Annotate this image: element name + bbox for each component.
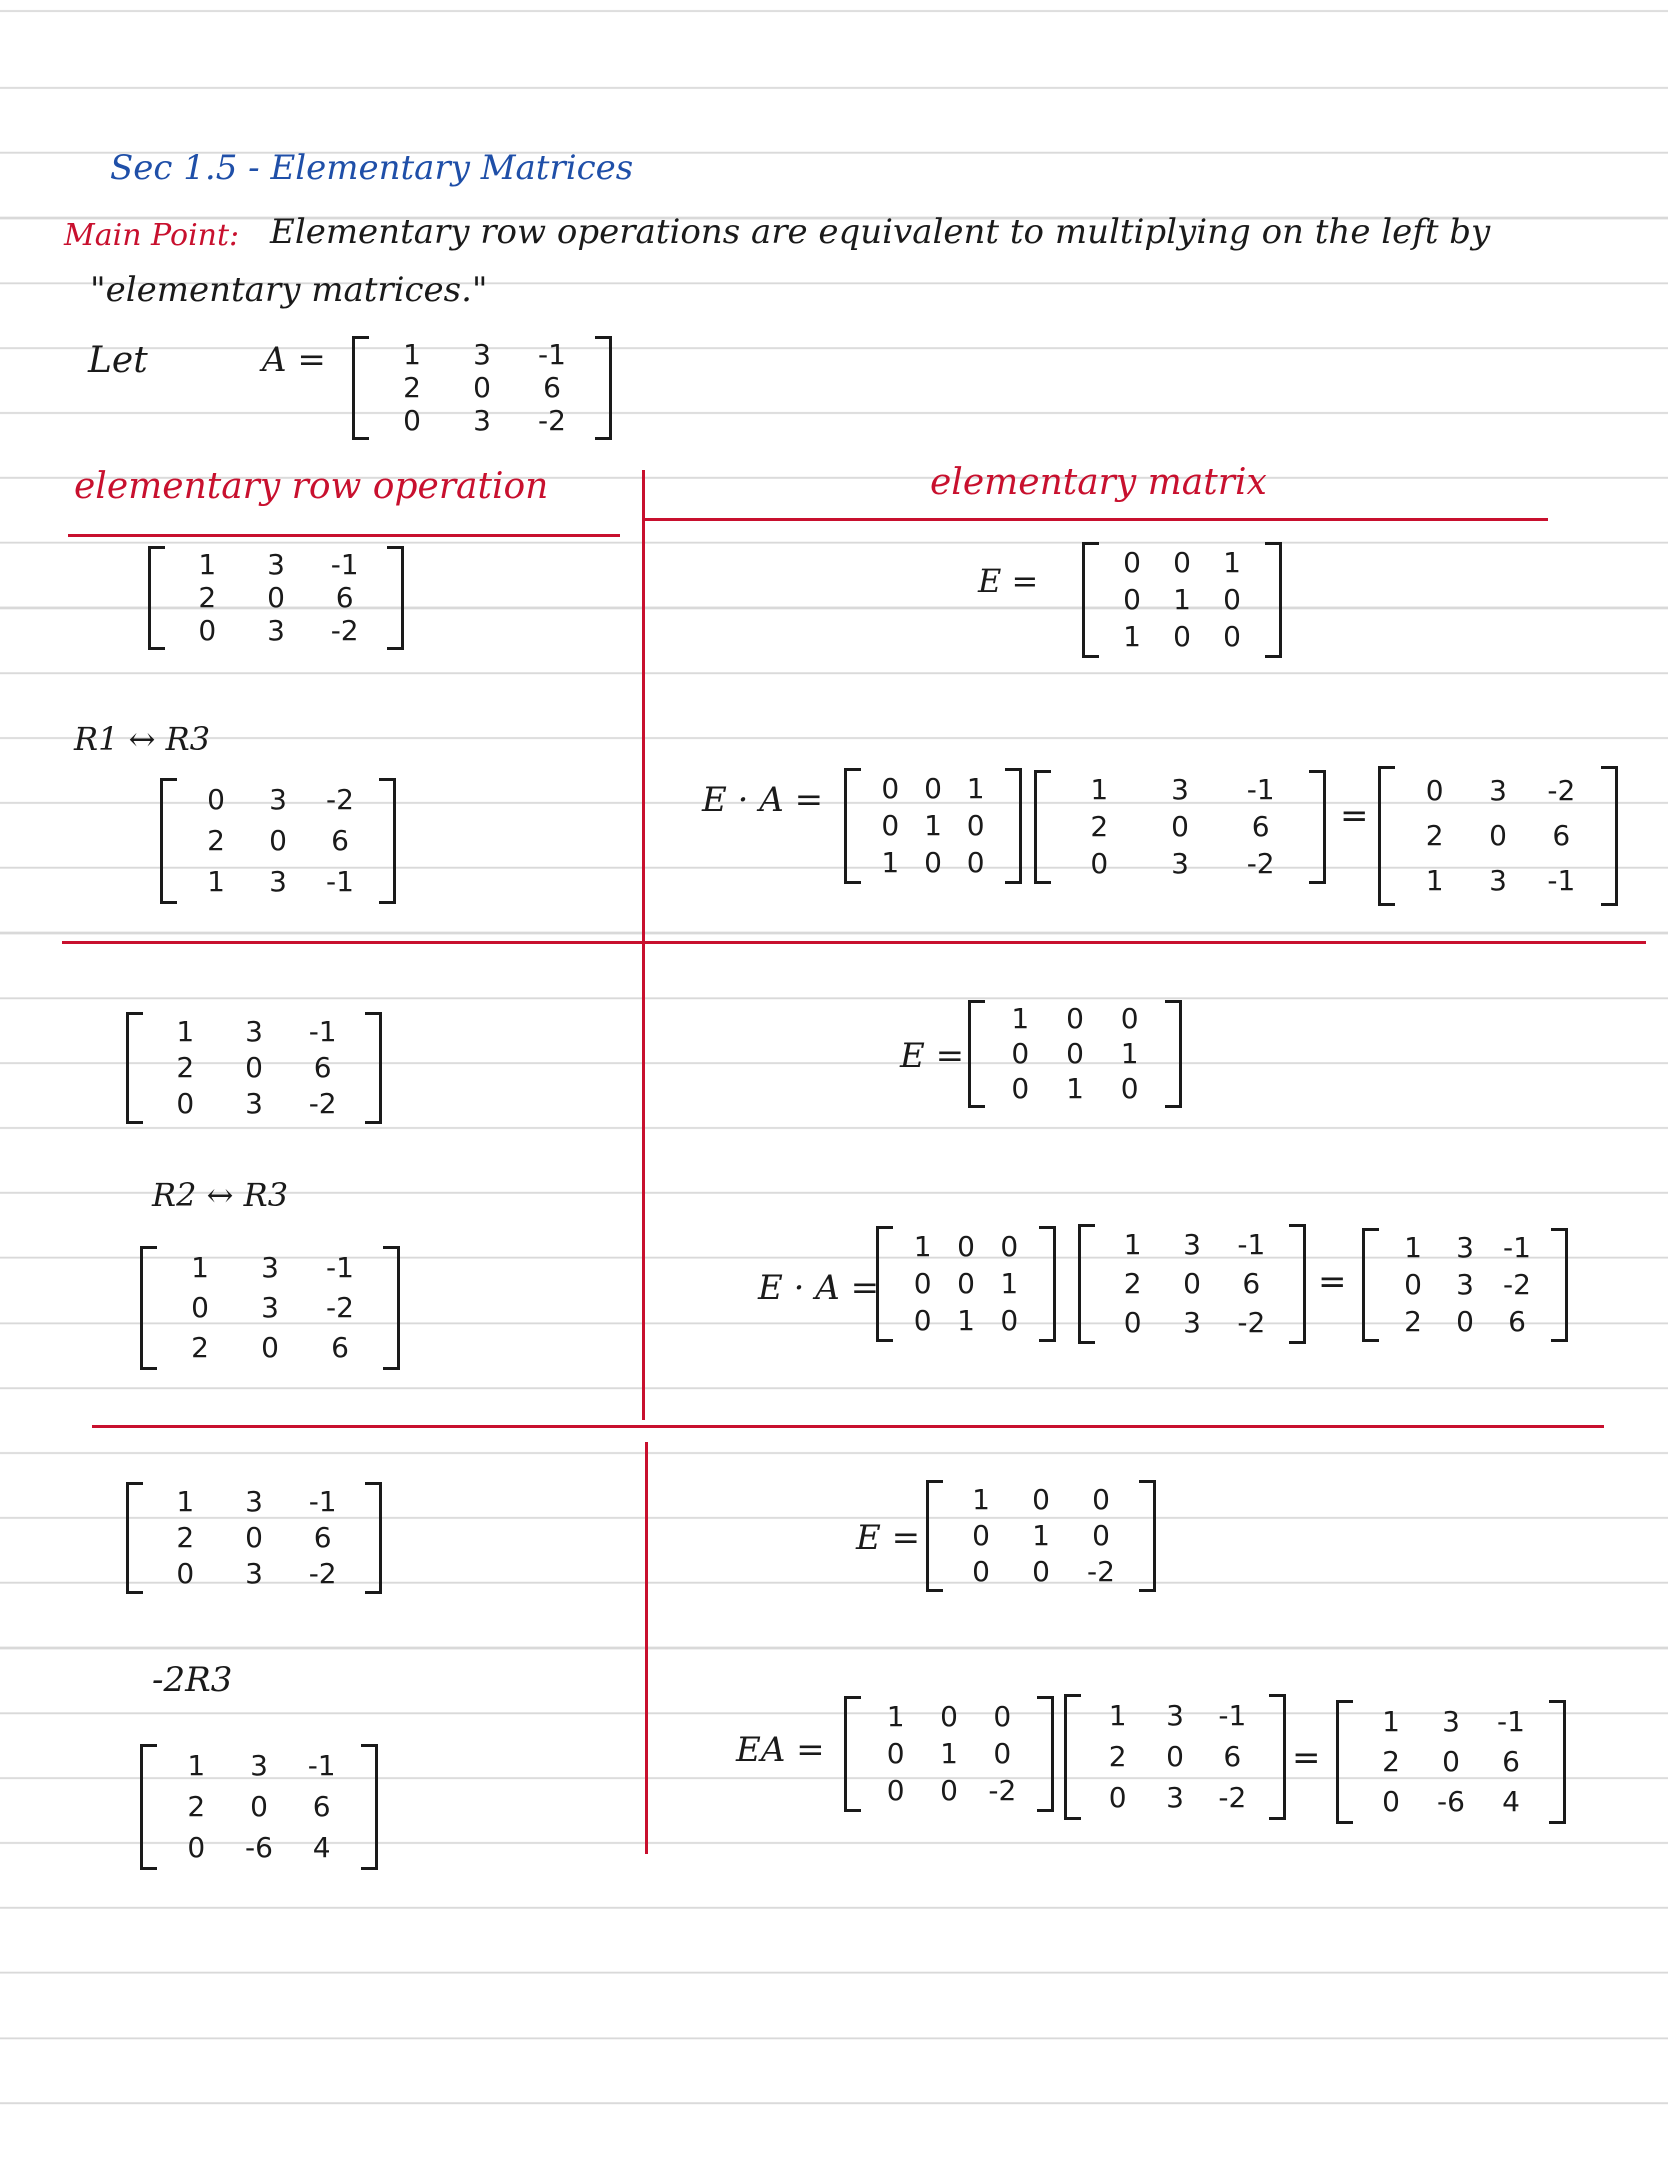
- matrix-entry: 6: [313, 1521, 332, 1554]
- matrix-entry: 0: [1090, 846, 1109, 880]
- matrix-entry: 3: [245, 1557, 263, 1590]
- matrix-entry: 0: [1489, 818, 1507, 852]
- matrix-entry: 1: [881, 846, 900, 880]
- matrix-entry: 0: [972, 1519, 990, 1552]
- matrix-entry: 0: [245, 1521, 263, 1554]
- matrix-entry: 3: [1183, 1305, 1201, 1339]
- bracket-left: [1078, 1224, 1095, 1344]
- matrix-entry: 0: [913, 1266, 932, 1300]
- matrix-entry: 0: [957, 1266, 975, 1300]
- row-op-label-3: -2R3: [152, 1660, 233, 1700]
- matrix-entry: 0: [198, 614, 217, 648]
- matrix-entry: -1: [1547, 864, 1576, 898]
- matrix-entry: 6: [1552, 818, 1571, 852]
- bracket-right: [1549, 1700, 1566, 1824]
- bracket-right: [1289, 1224, 1306, 1344]
- matrix-entry: 0: [207, 783, 225, 817]
- matrix-entry: 0: [1123, 582, 1141, 616]
- matrix-entry: 2: [1090, 809, 1109, 843]
- matrix-entry: 0: [1108, 1780, 1127, 1814]
- matrix-entry: -1: [1503, 1231, 1531, 1265]
- matrix-entry: 1: [1123, 620, 1141, 654]
- matrix-entry: 0: [1120, 1002, 1139, 1036]
- result-matrix-1: [160, 778, 396, 904]
- bracket-right: [595, 336, 612, 440]
- ea-result-2: [1362, 1228, 1568, 1342]
- matrix-entry: 0: [1092, 1519, 1110, 1552]
- header-underline-right: [644, 518, 1548, 521]
- matrix-entry: -1: [1246, 773, 1275, 807]
- matrix-entry: 3: [473, 404, 491, 438]
- matrix-entry: 0: [1123, 1305, 1142, 1339]
- matrix-entry: -1: [330, 547, 359, 581]
- matrix-entry: -1: [326, 864, 354, 898]
- matrix-cells: [1395, 766, 1601, 906]
- bracket-left: [844, 1696, 861, 1812]
- matrix-a: [352, 336, 612, 440]
- original-matrix-2: [126, 1012, 382, 1124]
- matrix-cells: [165, 546, 387, 650]
- matrix-entry: 0: [261, 1331, 279, 1364]
- bracket-right: [1309, 770, 1326, 884]
- original-matrix-3: [126, 1482, 382, 1594]
- matrix-entry: 0: [1000, 1229, 1019, 1263]
- matrix-entry: -1: [1237, 1228, 1266, 1262]
- bracket-left: [876, 1226, 893, 1342]
- matrix-entry: -1: [326, 1251, 354, 1284]
- matrix-entry: 6: [1251, 809, 1270, 843]
- matrix-entry: 0: [940, 1699, 958, 1733]
- matrix-entry: 0: [1032, 1483, 1050, 1516]
- matrix-entry: 1: [1000, 1266, 1019, 1300]
- bracket-left: [1362, 1228, 1379, 1342]
- column-divider-bottom: [645, 1442, 648, 1854]
- ea-e-matrix-2: [876, 1226, 1056, 1342]
- bracket-right: [1005, 768, 1022, 884]
- result-matrix-2: [140, 1246, 400, 1370]
- matrix-entry: 2: [191, 1331, 209, 1364]
- ea-label-3: EA =: [736, 1730, 825, 1770]
- equals-2: =: [1318, 1262, 1347, 1302]
- matrix-entry: 0: [1011, 1071, 1030, 1105]
- bracket-right: [1601, 766, 1618, 906]
- matrix-entry: 0: [1173, 620, 1191, 654]
- matrix-entry: 4: [1502, 1785, 1520, 1818]
- ea-label-1: E · A =: [702, 780, 824, 820]
- matrix-entry: 3: [1166, 1699, 1184, 1733]
- bracket-right: [383, 1246, 400, 1370]
- matrix-entry: 0: [1066, 1002, 1084, 1036]
- matrix-entry: -2: [1087, 1555, 1115, 1588]
- section-divider-2: [92, 1425, 1604, 1428]
- matrix-entry: 3: [473, 337, 491, 371]
- matrix-entry: 1: [886, 1699, 905, 1733]
- ea-a-matrix-3: [1064, 1694, 1286, 1820]
- matrix-entry: 3: [267, 547, 285, 581]
- ea-label-2: E · A =: [758, 1268, 880, 1308]
- matrix-entry: 0: [267, 580, 285, 614]
- bracket-left: [844, 768, 861, 884]
- matrix-entry: 2: [198, 580, 217, 614]
- matrix-entry: 6: [1242, 1266, 1261, 1300]
- matrix-entry: 0: [966, 808, 985, 842]
- matrix-entry: 4: [312, 1830, 331, 1864]
- e-label-1: E =: [978, 562, 1039, 600]
- matrix-entry: 0: [1223, 620, 1241, 654]
- bracket-left: [148, 546, 165, 650]
- bracket-left: [1082, 542, 1099, 658]
- matrix-entry: 0: [473, 370, 491, 404]
- bracket-left: [926, 1480, 943, 1592]
- matrix-entry: 1: [1404, 1231, 1422, 1265]
- matrix-entry: 1: [1120, 1036, 1139, 1070]
- matrix-entry: -2: [1547, 773, 1576, 807]
- matrix-entry: -1: [308, 1485, 337, 1518]
- matrix-entry: 2: [1425, 818, 1444, 852]
- bracket-right: [1039, 1226, 1056, 1342]
- matrix-entry: 0: [913, 1304, 932, 1338]
- matrix-cells: [861, 1696, 1037, 1812]
- matrix-entry: 1: [940, 1736, 958, 1770]
- matrix-cells: [143, 1012, 365, 1124]
- matrix-entry: -2: [1218, 1780, 1247, 1814]
- bracket-right: [387, 546, 404, 650]
- matrix-entry: 0: [1123, 545, 1141, 579]
- matrix-entry: 0: [1171, 809, 1189, 843]
- matrix-entry: 0: [886, 1774, 905, 1808]
- matrix-entry: 0: [1000, 1304, 1019, 1338]
- matrix-entry: 6: [1508, 1304, 1526, 1338]
- bracket-right: [365, 1012, 382, 1124]
- matrix-cells: [1051, 770, 1309, 884]
- equals-1: =: [1340, 796, 1369, 836]
- matrix-entry: -2: [1503, 1267, 1531, 1301]
- matrix-entry: 3: [269, 864, 287, 898]
- matrix-entry: 6: [335, 580, 354, 614]
- matrix-entry: 2: [403, 370, 421, 404]
- matrix-entry: 1: [957, 1304, 975, 1338]
- original-matrix-1: [148, 546, 404, 650]
- bracket-right: [365, 1482, 382, 1594]
- matrix-entry: 0: [1066, 1036, 1084, 1070]
- matrix-entry: 1: [972, 1483, 990, 1516]
- matrix-entry: 0: [1456, 1304, 1474, 1338]
- main-point-label: Main Point:: [64, 218, 240, 253]
- result-matrix-3: [140, 1744, 378, 1870]
- matrix-entry: 1: [1173, 582, 1191, 616]
- matrix-entry: 3: [1171, 773, 1189, 807]
- bracket-right: [1551, 1228, 1568, 1342]
- bracket-right: [1165, 1000, 1182, 1108]
- matrix-entry: 1: [191, 1251, 209, 1284]
- matrix-entry: 6: [331, 1331, 349, 1364]
- matrix-entry: -2: [538, 404, 566, 438]
- bracket-left: [1034, 770, 1051, 884]
- column-divider-top: [642, 470, 645, 1420]
- matrix-cells: [177, 778, 379, 904]
- matrix-entry: 0: [993, 1736, 1012, 1770]
- ea-result-3: [1336, 1700, 1566, 1824]
- matrix-entry: 1: [1066, 1071, 1084, 1105]
- matrix-entry: 6: [1502, 1745, 1520, 1778]
- matrix-entry: 6: [312, 1789, 331, 1823]
- matrix-entry: 0: [1092, 1483, 1110, 1516]
- matrix-entry: 3: [1456, 1267, 1474, 1301]
- a-label: A =: [262, 340, 326, 380]
- matrix-cells: [861, 768, 1005, 884]
- matrix-entry: 0: [403, 404, 421, 438]
- matrix-entry: 3: [245, 1087, 263, 1120]
- matrix-entry: 0: [1382, 1785, 1400, 1818]
- matrix-entry: 0: [966, 846, 985, 880]
- ea-e-matrix-1: [844, 768, 1022, 884]
- matrix-entry: 2: [176, 1521, 195, 1554]
- matrix-cells: [1099, 542, 1265, 658]
- matrix-entry: 0: [881, 771, 900, 805]
- matrix-entry: 3: [1166, 1780, 1184, 1814]
- matrix-entry: -6: [245, 1830, 273, 1864]
- matrix-entry: 3: [1489, 773, 1507, 807]
- bracket-left: [968, 1000, 985, 1108]
- matrix-entry: -2: [326, 1291, 354, 1324]
- matrix-entry: 3: [245, 1485, 263, 1518]
- matrix-entry: 1: [1011, 1002, 1030, 1036]
- matrix-entry: 2: [176, 1051, 195, 1084]
- matrix-entry: 2: [207, 823, 225, 857]
- matrix-entry: 2: [1404, 1304, 1422, 1338]
- matrix-entry: 1: [176, 1015, 195, 1048]
- matrix-entry: 3: [1489, 864, 1507, 898]
- col-left-header: elementary row operation: [74, 466, 549, 507]
- bracket-right: [379, 778, 396, 904]
- matrix-entry: 6: [331, 823, 349, 857]
- matrix-entry: 6: [1223, 1739, 1242, 1773]
- matrix-entry: 3: [261, 1251, 279, 1284]
- matrix-entry: 0: [1223, 582, 1241, 616]
- ea-a-matrix-1: [1034, 770, 1326, 884]
- matrix-entry: 0: [1011, 1036, 1030, 1070]
- matrix-entry: 1: [924, 808, 942, 842]
- matrix-entry: 1: [1382, 1705, 1400, 1738]
- page-title: Sec 1.5 - Elementary Matrices: [110, 148, 634, 188]
- matrix-entry: -2: [988, 1774, 1017, 1808]
- e-matrix-3: [926, 1480, 1156, 1592]
- matrix-entry: 1: [198, 547, 217, 581]
- matrix-cells: [157, 1744, 361, 1870]
- matrix-entry: 0: [940, 1774, 958, 1808]
- matrix-entry: 1: [1223, 545, 1241, 579]
- matrix-entry: 3: [250, 1749, 268, 1783]
- let-label: Let: [88, 340, 148, 381]
- matrix-entry: 3: [269, 783, 287, 817]
- main-point-text-2: "elementary matrices.": [90, 270, 488, 310]
- matrix-entry: 0: [1404, 1267, 1422, 1301]
- header-underline-left: [68, 534, 620, 537]
- matrix-cells: [1353, 1700, 1549, 1824]
- matrix-entry: 0: [1032, 1555, 1050, 1588]
- matrix-entry: -1: [308, 1015, 337, 1048]
- matrix-cells: [1379, 1228, 1551, 1342]
- matrix-entry: 1: [1108, 1699, 1127, 1733]
- matrix-entry: 2: [187, 1789, 206, 1823]
- matrix-entry: -2: [308, 1087, 337, 1120]
- matrix-cells: [893, 1226, 1039, 1342]
- matrix-entry: 3: [267, 614, 285, 648]
- matrix-entry: 0: [176, 1087, 195, 1120]
- bracket-right: [1037, 1696, 1054, 1812]
- matrix-entry: -2: [308, 1557, 337, 1590]
- matrix-entry: 0: [245, 1051, 263, 1084]
- matrix-entry: 1: [1123, 1228, 1142, 1262]
- bracket-left: [1378, 766, 1395, 906]
- matrix-entry: 1: [1090, 773, 1109, 807]
- section-divider-1: [62, 941, 1646, 944]
- bracket-left: [126, 1012, 143, 1124]
- matrix-entry: 6: [313, 1051, 332, 1084]
- bracket-left: [352, 336, 369, 440]
- matrix-entry: 6: [543, 370, 561, 404]
- matrix-entry: -1: [307, 1749, 336, 1783]
- matrix-entry: 3: [261, 1291, 279, 1324]
- matrix-entry: 0: [1442, 1745, 1460, 1778]
- matrix-entry: 1: [913, 1229, 932, 1263]
- matrix-cells: [369, 336, 595, 440]
- matrix-entry: 0: [1173, 545, 1191, 579]
- matrix-cells: [1081, 1694, 1269, 1820]
- bracket-left: [140, 1246, 157, 1370]
- row-op-label-1: R1 ↔ R3: [74, 720, 211, 758]
- bracket-right: [361, 1744, 378, 1870]
- matrix-entry: 1: [1425, 864, 1444, 898]
- matrix-entry: 3: [1456, 1231, 1474, 1265]
- main-point-text: Elementary row operations are equivalent to multiplying on the left by: [270, 212, 1491, 252]
- matrix-entry: 2: [1108, 1739, 1127, 1773]
- bracket-left: [1064, 1694, 1081, 1820]
- bracket-left: [126, 1482, 143, 1594]
- matrix-entry: -1: [1218, 1699, 1247, 1733]
- matrix-entry: -2: [1237, 1305, 1266, 1339]
- e-label-3: E =: [856, 1518, 921, 1558]
- matrix-entry: 0: [187, 1830, 206, 1864]
- matrix-entry: -2: [326, 783, 354, 817]
- matrix-entry: -2: [330, 614, 359, 648]
- matrix-entry: 1: [207, 864, 225, 898]
- matrix-cells: [985, 1000, 1165, 1108]
- matrix-entry: 3: [1183, 1228, 1201, 1262]
- matrix-cells: [157, 1246, 383, 1370]
- matrix-entry: 1: [1032, 1519, 1050, 1552]
- matrix-entry: 0: [886, 1736, 905, 1770]
- matrix-entry: 2: [1382, 1745, 1400, 1778]
- col-right-header: elementary matrix: [930, 462, 1267, 503]
- e-matrix-2: [968, 1000, 1182, 1108]
- matrix-entry: 0: [1120, 1071, 1139, 1105]
- ea-result-1: [1378, 766, 1618, 906]
- matrix-entry: 0: [269, 823, 287, 857]
- bracket-left: [160, 778, 177, 904]
- e-label-2: E =: [900, 1036, 965, 1076]
- matrix-entry: 0: [972, 1555, 990, 1588]
- bracket-left: [140, 1744, 157, 1870]
- matrix-entry: 0: [957, 1229, 975, 1263]
- matrix-entry: 3: [1442, 1705, 1460, 1738]
- matrix-entry: 3: [1171, 846, 1189, 880]
- matrix-entry: -2: [1246, 846, 1275, 880]
- matrix-entry: 0: [176, 1557, 195, 1590]
- matrix-entry: 0: [1166, 1739, 1184, 1773]
- matrix-entry: 0: [924, 771, 942, 805]
- matrix-entry: 1: [176, 1485, 195, 1518]
- row-op-label-2: R2 ↔ R3: [152, 1176, 289, 1214]
- matrix-entry: 1: [966, 771, 985, 805]
- e-matrix-1: [1082, 542, 1282, 658]
- bracket-right: [1265, 542, 1282, 658]
- matrix-entry: -6: [1437, 1785, 1465, 1818]
- matrix-cells: [943, 1480, 1139, 1592]
- matrix-entry: 0: [993, 1699, 1012, 1733]
- matrix-entry: 0: [881, 808, 900, 842]
- matrix-entry: 3: [245, 1015, 263, 1048]
- matrix-entry: -1: [1497, 1705, 1525, 1738]
- matrix-entry: 0: [1425, 773, 1444, 807]
- bracket-right: [1139, 1480, 1156, 1592]
- matrix-entry: 0: [191, 1291, 209, 1324]
- matrix-cells: [143, 1482, 365, 1594]
- equals-3: =: [1292, 1738, 1321, 1778]
- ea-a-matrix-2: [1078, 1224, 1306, 1344]
- ea-e-matrix-3: [844, 1696, 1054, 1812]
- matrix-entry: 0: [1183, 1266, 1201, 1300]
- matrix-entry: 0: [250, 1789, 268, 1823]
- matrix-entry: -1: [538, 337, 566, 371]
- matrix-entry: 1: [187, 1749, 206, 1783]
- bracket-left: [1336, 1700, 1353, 1824]
- matrix-cells: [1095, 1224, 1289, 1344]
- matrix-entry: 2: [1123, 1266, 1142, 1300]
- bracket-right: [1269, 1694, 1286, 1820]
- matrix-entry: 0: [924, 846, 942, 880]
- matrix-entry: 1: [403, 337, 421, 371]
